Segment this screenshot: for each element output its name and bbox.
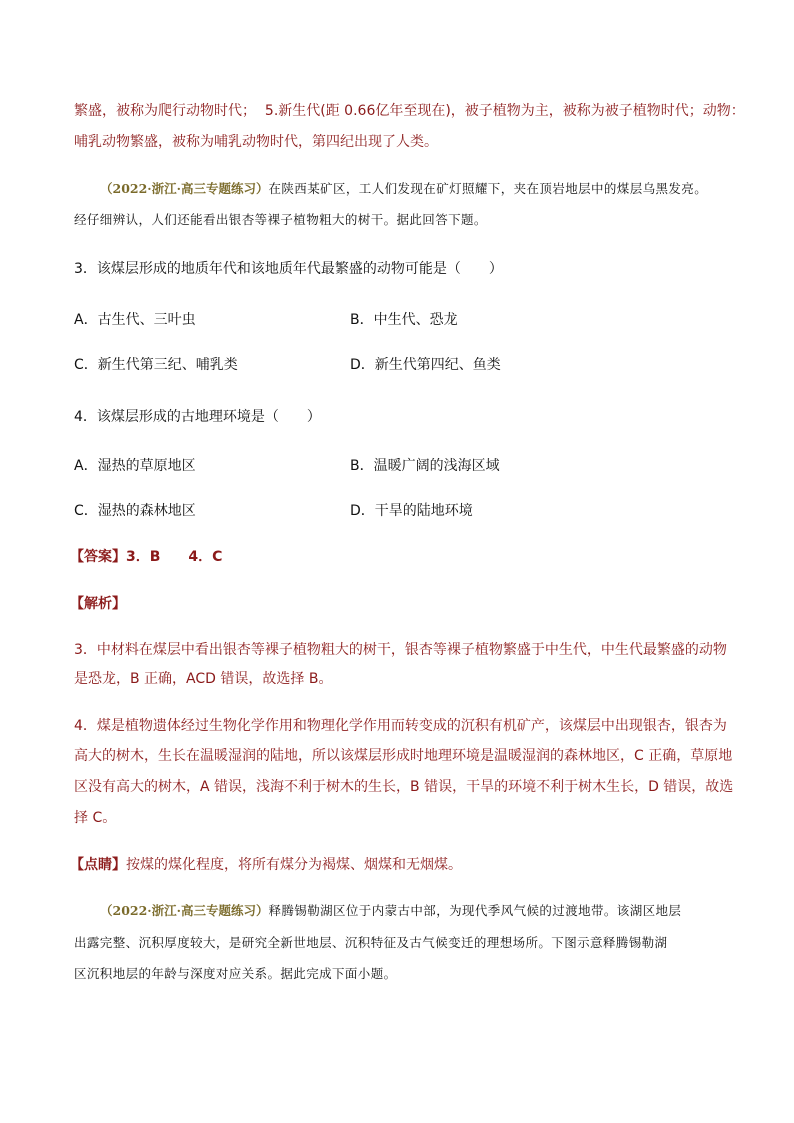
passage-2-line-1: [100, 900, 681, 922]
q3-option-d: D．新生代第四纪、鱼类: [350, 357, 501, 373]
passage-2-text: 释腾锡勒湖区位于内蒙古中部，为现代季风气候的过渡地带。该湖区地层: [268, 903, 682, 918]
analysis-4-line-1: 4．煤是植物遗体经过生物化学作用和物理化学作用而转变成的沉积有机矿产，该煤层中出现银杏，银杏为: [74, 718, 727, 734]
passage-2-line-2: 出露完整、沉积厚度较大，是研究全新世地层、沉积特征及古气候变迁的理想场所。下图示意释腾锡勒湖: [74, 935, 668, 950]
q3-option-c: C．新生代第三纪、哺乳类: [74, 357, 238, 373]
point-text: 按煤的煤化程度，将所有煤分为褐煤、烟煤和无烟煤。: [126, 857, 462, 873]
intro-text-b: 5.新生代(距 0.66亿年至现在)，被子植物为主，被称为被子植物时代；动物：: [264, 103, 745, 119]
q3-option-a: A．古生代、三叶虫: [74, 312, 196, 328]
passage-1-line-1: [100, 178, 707, 200]
intro-line-1: [74, 100, 745, 122]
point-line: [70, 854, 462, 876]
passage-2-source: （2022·浙江·高三专题练习）: [100, 903, 269, 918]
answer-line: [70, 546, 222, 568]
analysis-label: 【解析】: [70, 596, 126, 612]
intro-line-2: 哺乳动物繁盛，被称为哺乳动物时代，第四纪出现了人类。: [74, 134, 438, 150]
intro-text-a: 繁盛，被称为爬行动物时代；: [74, 103, 256, 119]
analysis-3-line-2: 是恐龙，B 正确，ACD 错误，故选择 B。: [74, 671, 333, 687]
question-3-stem: 3．该煤层形成的地质年代和该地质年代最繁盛的动物可能是（ ）: [74, 261, 503, 277]
analysis-3-line-1: 3．中材料在煤层中看出银杏等裸子植物粗大的树干，银杏等裸子植物繁盛于中生代，中生代最繁盛的动物: [74, 642, 727, 658]
q4-option-c: C．湿热的森林地区: [74, 503, 196, 519]
analysis-4-line-4: 择 C。: [74, 810, 117, 826]
passage-1-source: （2022·浙江·高三专题练习）: [100, 181, 269, 196]
passage-2-line-3: 区沉积地层的年龄与深度对应关系。据此完成下面小题。: [74, 966, 397, 981]
point-label: 【点睛】: [70, 857, 126, 873]
q3-option-b: B．中生代、恐龙: [350, 312, 458, 328]
passage-1-line-2: 经仔细辨认，人们还能看出银杏等裸子植物粗大的树干。据此回答下题。: [74, 212, 487, 227]
q4-option-a: A．湿热的草原地区: [74, 458, 196, 474]
answer-value: 3．B 4．C: [126, 549, 223, 565]
analysis-4-line-3: 区没有高大的树木，A 错误，浅海不利于树木的生长，B 错误，干旱的环境不利于树木生长，D 错误，故选: [74, 779, 734, 795]
q4-option-b: B．温暖广阔的浅海区域: [350, 458, 500, 474]
analysis-4-line-2: 高大的树木，生长在温暖湿润的陆地，所以该煤层形成时地理环境是温暖湿润的森林地区，C 正确，草原地: [74, 748, 733, 764]
answer-label: 【答案】: [70, 549, 126, 565]
question-4-stem: 4．该煤层形成的古地理环境是（ ）: [74, 409, 321, 425]
passage-1-text: 在陕西某矿区，工人们发现在矿灯照耀下，夹在顶岩地层中的煤层乌黑发亮。: [268, 181, 708, 196]
q4-option-d: D．干旱的陆地环境: [350, 503, 473, 519]
